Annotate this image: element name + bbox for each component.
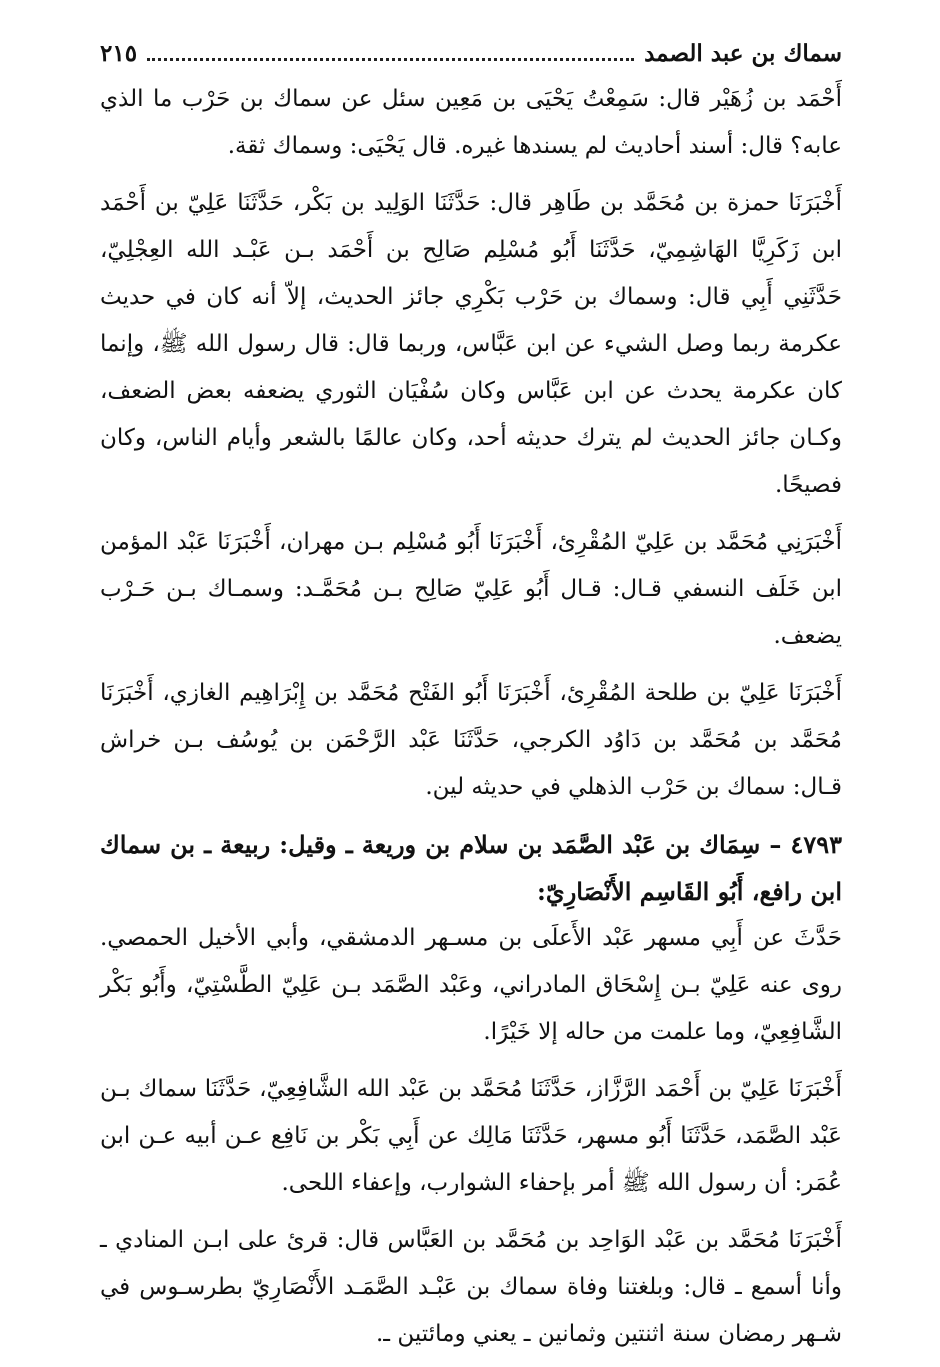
running-head [100, 34, 842, 74]
paragraph-2: أَخْبَرَنَا حمزة بن مُحَمَّد بن طَاهِر قال: حَدَّثَنَا الوَلِيد بن بَكْر، حَدَّثَنَا عَلِيّ بن أَحْمَد ابن زَكَرِيَّا الهَاشِمِيّ، حَدَّثَنَا أَبُو مُسْلِم صَالِح بن أَحْمَد بـن عَبْـد الله العِجْلِيّ، حَدَّثَنِي أَبِي قال: وسماك بن حَرْب بَكْرِي جائز الحديث، إلاّ أنه كان في حديث عكرمة ربما وصل الشيء عن ابن عَبَّاس، وربما قال: قال رسول الله ﷺ، وإنما كان عكرمة يحدث عن ابن عَبَّاس وكان سُفْيَان الثوري يضعفه بعض الضعف، وكـان جائز الحديث لم يترك حديثه أحد، وكان عالمًا بالشعر وأيام الناس، وكان فصيحًا. [100, 190, 842, 498]
paragraph-4: أَخْبَرَنَا عَلِيّ بن طلحة المُقْرِئ، أَخْبَرَنَا أَبُو الفَتْح مُحَمَّد بن إِبْرَاهِيم الغازي، أَخْبَرَنَا مُحَمَّد بن مُحَمَّد بن دَاوُد الكرجي، حَدَّثَنَا عَبْد الرَّحْمَن بن يُوسُف بـن خراش قـال: سماك بن حَرْب الذهلي في حديثه لين. [100, 680, 842, 800]
entry-paragraph-3: أَخْبَرَنَا مُحَمَّد بن عَبْد الوَاحِد بن مُحَمَّد بن العَبَّاس قال: قرئ على ابـن المنادي ـ وأنا أسمع ـ قال: وبلغتنا وفاة سماك بن عَبْـد الصَّمَـد الأَنْصَارِيّ بطرسـوس في شـهر رمضان سنة اثنتين وثمانين ـ يعني ومائتين ـ. [100, 1227, 842, 1347]
page-number: ٢١٥ [100, 40, 138, 67]
leader-dots [147, 40, 634, 61]
paragraph-3: أَخْبَرَنِي مُحَمَّد بن عَلِيّ المُقْرِئ، أَخْبَرَنَا أَبُو مُسْلِم بـن مهران، أَخْبَرَنَا عَبْد المؤمن ابن خَلَف النسفي قـال: قـال أَبُو عَلِيّ صَالِح بـن مُحَمَّـد: وسمـاك بـن حَـرْب يضعف. [100, 529, 842, 649]
paragraph-1: أَحْمَد بن زُهَيْر قال: سَمِعْتُ يَحْيَى بن مَعِين سئل عن سماك بن حَرْب ما الذي عابه؟ قال: أسند أحاديث لم يسندها غيره. قال يَحْيَى: وسماك ثقة. [100, 86, 842, 159]
running-title: سماك بن عبد الصمد [644, 40, 842, 67]
entry-heading: ٤٧٩٣ – سِمَاك بن عَبْد الصَّمَد بن سلام بن وريعة ـ وقيل: ربيعة ـ بن سماك ابن رافع، أَبُو القَاسِم الأَنْصَارِيّ: [100, 830, 842, 906]
entry-paragraph-2: أَخْبَرَنَا عَلِيّ بن أَحْمَد الرَّزَّاز، حَدَّثَنَا مُحَمَّد بن عَبْد الله الشَّافِعِيّ، حَدَّثَنَا سماك بـن عَبْد الصَّمَد، حَدَّثَنَا أَبُو مسهر، حَدَّثَنَا مَالِك عن أَبِي بَكْر بن نَافِع عـن أبيه عـن ابن عُمَر: أن رسول الله ﷺ أمر بإحفاء الشوارب، وإعفاء اللحى. [100, 1076, 842, 1196]
entry-paragraph-1: حَدَّثَ عن أَبِي مسهر عَبْد الأَعلَى بن مسـهر الدمشقي، وأبي الأخيل الحمصي. روى عنه عَلِيّ بـن إِسْحَاق المادراني، وعَبْد الصَّمَد بـن عَلِيّ الطَّسْتِيّ، وأَبُو بَكْر الشَّافِعِيّ، وما علمت من حاله إلا خَيْرًا. [100, 925, 842, 1045]
